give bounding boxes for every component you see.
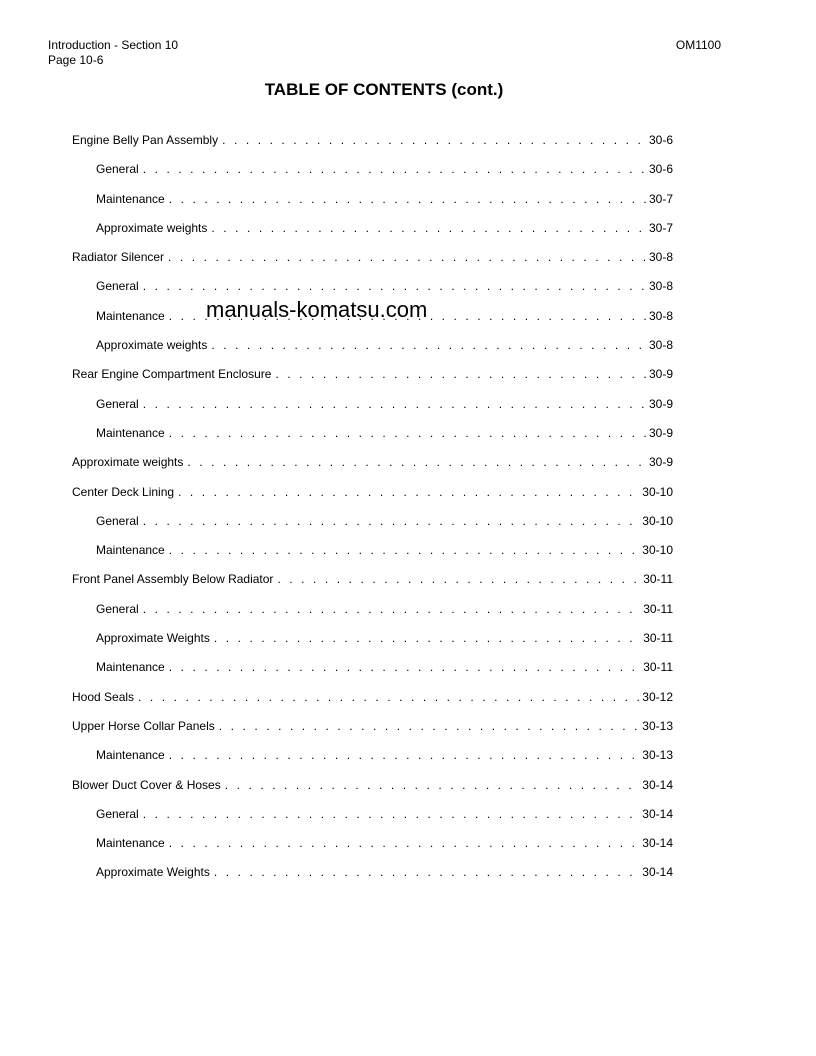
toc-entry-label: Approximate weights [96,220,208,235]
dot-leader [143,805,640,823]
toc-entry[interactable] [72,834,673,863]
toc-entry-label: Maintenance [96,836,165,851]
toc-entry-label: Maintenance [96,308,165,323]
toc-entry[interactable] [72,160,673,189]
toc-entry[interactable] [72,863,673,892]
toc-entry-label: Rear Engine Compartment Enclosure [72,367,272,382]
toc-entry-page: 30-11 [643,572,673,587]
toc-entry-label: Approximate weights [96,338,208,353]
dot-leader [168,248,646,266]
page-number: Page 10-6 [48,53,104,67]
toc-entry[interactable] [72,453,673,482]
toc-entry-label: Front Panel Assembly Below Radiator [72,572,274,587]
toc-entry-label: Maintenance [96,425,165,440]
toc-entry-page: 30-13 [642,718,673,733]
toc-entry-page: 30-11 [643,631,673,646]
dot-leader [222,131,646,149]
toc-entry[interactable] [72,541,673,570]
toc-entry[interactable] [72,600,673,629]
section-label: Introduction - Section 10 [48,38,179,52]
toc-entry-page: 30-14 [642,836,673,851]
toc-entry-page: 30-7 [648,191,673,206]
toc-entry[interactable] [72,190,673,219]
dot-leader [169,658,640,676]
dot-leader [143,600,640,618]
toc-entry-label: Maintenance [96,660,165,675]
toc-entry-page: 30-11 [643,660,673,675]
dot-leader [275,365,646,383]
toc-entry[interactable] [72,395,673,424]
toc-entry-label: Engine Belly Pan Assembly [72,133,219,147]
dot-leader [169,190,646,208]
toc-entry[interactable] [72,776,673,805]
toc-entry-label: Maintenance [96,748,165,763]
dot-leader [211,336,646,354]
toc-entry-label: General [96,396,139,411]
dot-leader [211,219,646,237]
toc-entry-label: Maintenance [96,543,165,558]
toc-list [72,131,673,893]
toc-entry-label: Center Deck Lining [72,484,175,499]
toc-entry-page: 30-14 [642,865,673,880]
toc-entry[interactable] [72,746,673,775]
toc-entry-label: Approximate Weights [96,865,210,880]
dot-leader [178,483,639,501]
toc-entry-page: 30-9 [648,455,673,470]
toc-entry[interactable] [72,658,673,687]
toc-entry-label: Approximate Weights [96,631,210,646]
toc-entry-page: 30-10 [642,484,673,499]
watermark-text: manuals-komatsu.com [206,297,428,322]
dot-leader [143,512,640,530]
dot-leader [214,629,640,647]
toc-entry-page: 30-8 [648,308,673,323]
toc-entry[interactable] [72,629,673,658]
toc-entry[interactable] [72,483,673,512]
toc-entry-page: 30-10 [642,513,673,528]
dot-leader [187,453,646,471]
toc-entry[interactable] [72,365,673,394]
toc-entry[interactable] [72,805,673,834]
toc-entry-label: Approximate weights [72,455,184,470]
toc-entry-label: Blower Duct Cover & Hoses [72,777,221,792]
toc-entry-page: 30-6 [648,133,673,147]
toc-entry-page: 30-8 [648,338,673,353]
toc-entry-page: 30-9 [648,396,673,411]
dot-leader [219,717,640,735]
dot-leader [143,160,646,178]
toc-entry-label: Radiator Silencer [72,250,165,265]
dot-leader [143,395,646,413]
toc-entry[interactable] [72,219,673,248]
toc-entry-page: 30-7 [648,220,673,235]
toc-entry-label: Hood Seals [72,689,135,704]
toc-entry-page: 30-8 [648,250,673,265]
document-id: OM1100 [675,38,721,52]
page-title: TABLE OF CONTENTS (cont.) [264,80,504,99]
toc-entry[interactable] [72,570,673,599]
toc-entry[interactable] [72,512,673,541]
dot-leader [169,746,640,764]
toc-entry[interactable] [72,131,673,160]
toc-entry-page: 30-9 [648,425,673,440]
dot-leader [225,776,640,794]
toc-entry-page: 30-13 [642,748,673,763]
toc-entry-label: General [96,279,139,294]
toc-entry-label: General [96,806,139,821]
toc-entry-page: 30-6 [648,162,673,177]
toc-entry[interactable] [72,717,673,746]
toc-entry[interactable] [72,424,673,453]
toc-entry-page: 30-9 [648,367,673,382]
dot-leader [169,424,646,442]
toc-entry-page: 30-14 [642,806,673,821]
dot-leader [169,834,640,852]
toc-entry[interactable] [72,688,673,717]
toc-entry-label: General [96,162,139,177]
running-header [48,38,178,68]
toc-entry-label: General [96,601,139,616]
toc-entry-page: 30-8 [648,279,673,294]
dot-leader [169,541,640,559]
toc-entry-page: 30-14 [642,777,673,792]
toc-entry-page: 30-10 [642,543,673,558]
toc-entry[interactable] [72,336,673,365]
dot-leader [277,570,640,588]
dot-leader [214,863,639,881]
dot-leader [143,277,646,295]
toc-entry[interactable] [72,248,673,277]
toc-entry-label: General [96,513,139,528]
toc-entry-page: 30-12 [642,689,673,704]
toc-entry-label: Maintenance [96,191,165,206]
toc-entry-label: Upper Horse Collar Panels [72,718,215,733]
dot-leader [138,688,639,706]
toc-entry-page: 30-11 [643,601,673,616]
